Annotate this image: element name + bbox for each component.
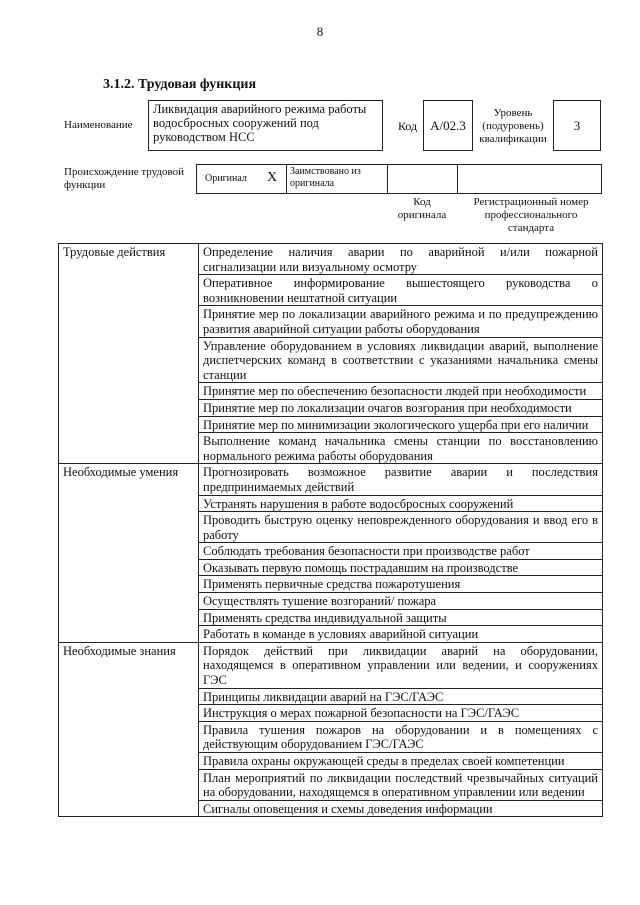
section-item: Выполнение команд начальника смены станции по восстановлению нормального режима работы оборудования (199, 433, 603, 464)
section-item: Устранять нарушения в работе водосбросных сооружений (199, 495, 603, 512)
origin-label-line-1: Происхождение трудовой (64, 166, 185, 178)
code-box (423, 100, 473, 151)
registration-caption-line-1: Регистрационный номер (473, 196, 589, 208)
section-item: Правила охраны окружающей среды в пределах своей компетенции (199, 753, 603, 770)
section-item: Применять средства индивидуальной защиты (199, 609, 603, 626)
origin-label-line-2: функции (64, 179, 106, 191)
section-item: Проводить быструю оценку неповрежденного оборудования и ввод его в работу (199, 512, 603, 543)
section-item: Оказывать первую помощь пострадавшим на производстве (199, 559, 603, 576)
section-item: Правила тушения пожаров на оборудовании и в помещениях с действующим оборудованием ГЭС/ГАЭС (199, 721, 603, 752)
original-cell (197, 165, 287, 193)
page-number: 8 (316, 24, 324, 39)
section-item: Осуществлять тушение возгораний/ пожара (199, 593, 603, 610)
section-item: Соблюдать требования безопасности при производстве работ (199, 543, 603, 560)
borrowed-label (290, 166, 361, 190)
labor-function-table (58, 243, 603, 817)
original-code-caption (385, 196, 459, 222)
section-item: Принятие мер по локализации очагов возгорания при необходимости (199, 399, 603, 416)
section-item: Сигналы оповещения и схемы доведения информации (199, 800, 603, 817)
registration-number-caption (460, 196, 602, 235)
level-value: 3 (573, 117, 581, 133)
origin-row (196, 164, 602, 194)
level-label-line-1: Уровень (493, 107, 533, 119)
origin-label (64, 166, 184, 192)
registration-caption-line-3: стандарта (507, 222, 555, 234)
section-item: Применять первичные средства пожаротушения (199, 576, 603, 593)
original-code-caption-line-1: Код (413, 196, 431, 208)
level-label-line-3: квалификации (479, 133, 547, 145)
borrowed-cell (287, 165, 388, 193)
function-name-value: Ликвидация аварийного режима работы водосбросных сооружений под руководством НСС (153, 102, 367, 144)
name-label: Наименование (64, 119, 133, 131)
original-code-caption-line-2: оригинала (397, 209, 447, 221)
registration-caption-line-2: профессионального (484, 209, 578, 221)
table-row (59, 642, 603, 688)
borrowed-label-line-2: оригинала (290, 178, 335, 189)
registration-number-cell (458, 165, 601, 193)
section-item: Принятие мер по минимизации экологического ущерба при его наличии (199, 416, 603, 433)
section-item: Прогнозировать возможное развитие аварии и последствия предпринимаемых действий (199, 464, 603, 495)
section-category: Необходимые знания (59, 642, 199, 817)
code-value: А/02.3 (430, 117, 466, 133)
section-item: Принятие мер по обеспечению безопасности людей при необходимости (199, 383, 603, 400)
table-row (59, 244, 603, 275)
section-item: Работать в команде в условиях аварийной ситуации (199, 626, 603, 643)
table-row (59, 464, 603, 495)
section-item: Инструкция о мерах пожарной безопасности на ГЭС/ГАЭС (199, 705, 603, 722)
section-item: Принципы ликвидации аварий на ГЭС/ГАЭС (199, 688, 603, 705)
original-code-cell (388, 165, 458, 193)
original-mark: X (267, 170, 278, 185)
level-label (477, 107, 549, 146)
section-item: Определение наличия аварии по аварийной и/или пожарной сигнализации или визуальному осмотру (199, 244, 603, 275)
borrowed-label-line-1: Заимствовано из (290, 166, 361, 177)
section-item: План мероприятий по ликвидации последствий чрезвычайных ситуаций на оборудовании, находящемся в оперативном управлении или ведении (199, 769, 603, 800)
level-box (553, 100, 601, 151)
section-category: Необходимые умения (59, 464, 199, 643)
code-label: Код (398, 119, 418, 133)
section-category: Трудовые действия (59, 244, 199, 464)
section-item: Порядок действий при ликвидации аварий на оборудовании, находящемся в оперативном управлении или ведении, и сооружениях ГЭС (199, 642, 603, 688)
original-label: Оригинал (205, 173, 247, 184)
section-item: Оперативное информирование вышестоящего руководства о возникновении нештатной ситуации (199, 275, 603, 306)
level-label-line-2: (подуровень) (482, 120, 544, 132)
section-item: Управление оборудованием в условиях ликвидации аварий, выполнение диспетчерских команд в соответствии с указаниями начальника смены станции (199, 337, 603, 383)
section-title: 3.1.2. Трудовая функция (103, 77, 257, 92)
function-name-box (148, 100, 383, 151)
section-item: Принятие мер по локализации аварийного режима и по предупреждению развития аварийной ситуации работы оборудования (199, 306, 603, 337)
